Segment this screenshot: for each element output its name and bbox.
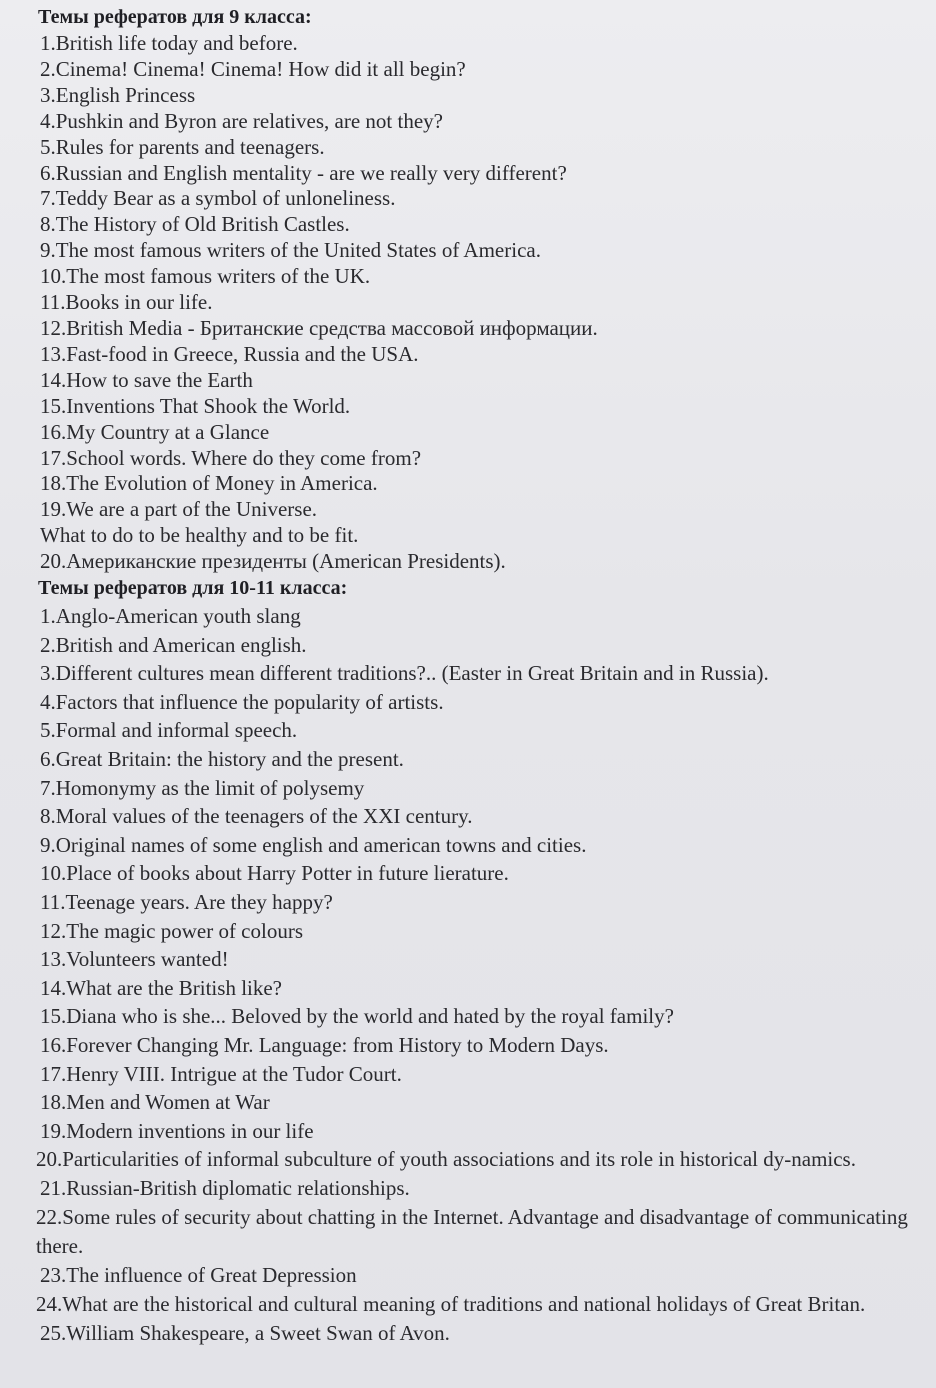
- topic-text: We are a part of the Universe.: [66, 497, 318, 522]
- topic-item: [36, 1290, 922, 1319]
- topic-item: [40, 888, 922, 917]
- topic-text: The magic power of colours: [66, 918, 304, 943]
- topic-number: 3.: [40, 82, 56, 107]
- topic-item: [40, 1002, 922, 1031]
- topic-number: 10.: [40, 861, 67, 886]
- topic-text: Russian-British diplomatic relationships.: [66, 1176, 410, 1201]
- topic-item: [40, 1060, 922, 1089]
- topic-item: [40, 549, 922, 575]
- topic-text: Moral values of the teenagers of the XXI century.: [55, 804, 473, 829]
- topic-item: [40, 471, 922, 497]
- topic-text: Forever Changing Mr. Language: from History to Modern Days.: [66, 1032, 609, 1057]
- topic-item: [40, 659, 922, 688]
- topic-text: British life today and before.: [55, 31, 298, 55]
- topic-text: Homonymy as the limit of polysemy: [55, 775, 365, 800]
- topic-number: 20.: [40, 549, 67, 574]
- topic-number: 2.: [40, 632, 56, 657]
- topic-item: [40, 945, 922, 974]
- topic-number: 19.: [40, 497, 67, 522]
- topic-item: [36, 1203, 922, 1261]
- topic-item: [40, 238, 922, 264]
- topic-text: The most famous writers of the United States of America.: [55, 238, 541, 263]
- topic-number: 9.: [40, 832, 56, 857]
- topic-number: 8.: [40, 212, 56, 237]
- topic-text: My Country at a Glance: [66, 419, 270, 444]
- topic-item: [40, 859, 922, 888]
- topic-number: 17.: [40, 1061, 67, 1086]
- topic-number: 19.: [40, 1118, 67, 1143]
- topic-item: [40, 774, 922, 803]
- topic-number: 13.: [40, 947, 67, 972]
- topic-number: 4.: [40, 689, 56, 714]
- topic-text: Cinema! Cinema! Cinema! How did it all begin?: [55, 56, 466, 81]
- topic-item: [40, 368, 922, 394]
- topic-number: 12.: [40, 315, 67, 340]
- topic-item: [40, 420, 922, 446]
- topic-item: [40, 161, 922, 187]
- topic-number: 7.: [40, 775, 56, 800]
- topic-item: [40, 290, 922, 316]
- topic-text: English Princess: [55, 82, 196, 107]
- topic-text: Formal and informal speech.: [55, 718, 298, 743]
- topic-text: Diana who is she... Beloved by the world and hated by the royal family?: [66, 1004, 674, 1029]
- topic-item: [40, 716, 922, 745]
- topic-item: [40, 745, 922, 774]
- topic-text: Volunteers wanted!: [66, 947, 229, 972]
- topic-item: [40, 631, 922, 660]
- topic-number: 14.: [40, 975, 67, 1000]
- topic-text: How to save the Earth: [66, 367, 253, 392]
- topic-number: 16.: [40, 1032, 67, 1057]
- topic-number: 25.: [40, 1320, 67, 1345]
- topic-text: British Media - Британские средства массовой информации.: [66, 315, 598, 340]
- topic-text: What are the historical and cultural meaning of traditions and national holidays of Great Britan.: [62, 1291, 866, 1316]
- topic-number: 5.: [40, 718, 56, 743]
- topic-number: 11.: [40, 889, 66, 914]
- topic-item: [36, 1145, 922, 1174]
- topic-number: 3.: [40, 661, 56, 686]
- topic-number: 6.: [40, 747, 56, 771]
- topic-text: British and American english.: [55, 632, 307, 657]
- topic-item: [40, 974, 922, 1003]
- topic-item: [40, 212, 922, 238]
- topic-item: [40, 186, 922, 212]
- topic-text: The most famous writers of the UK.: [66, 264, 371, 289]
- topic-item: [40, 688, 922, 717]
- topic-text: School words. Where do they come from?: [66, 445, 422, 470]
- topic-number: 12.: [40, 918, 67, 943]
- topic-text: The Evolution of Money in America.: [66, 471, 378, 496]
- topic-number: 9.: [40, 238, 56, 263]
- topic-text: Fast-food in Greece, Russia and the USA.: [66, 341, 419, 366]
- topic-list-grade-10-11: [36, 602, 922, 1347]
- topic-item: [40, 1174, 922, 1203]
- topic-number: 6.: [40, 160, 56, 185]
- topic-number: 18.: [40, 471, 67, 496]
- topic-number: 14.: [40, 367, 67, 392]
- topic-number: 18.: [40, 1090, 67, 1115]
- topic-number: 16.: [40, 419, 67, 444]
- topic-number: 1.: [40, 604, 56, 629]
- topic-number: 2.: [40, 56, 56, 81]
- topic-text: Great Britain: the history and the present.: [55, 747, 404, 771]
- topic-item: [40, 602, 922, 631]
- topic-item: [40, 917, 922, 946]
- topic-text: Teddy Bear as a symbol of unloneliness.: [55, 186, 396, 211]
- topic-item: [40, 831, 922, 860]
- topic-text: Books in our life.: [65, 290, 213, 315]
- topic-item: [40, 264, 922, 290]
- topic-text: Anglo-American youth slang: [55, 604, 301, 629]
- topic-item: [40, 1031, 922, 1060]
- topic-item: [40, 497, 922, 523]
- topic-number: 11.: [40, 290, 66, 315]
- topic-text: Russian and English mentality - are we really very different?: [55, 160, 567, 185]
- topic-text: William Shakespeare, a Sweet Swan of Avon.: [66, 1320, 450, 1345]
- grade-9-section: [36, 4, 922, 575]
- topic-text: What are the British like?: [66, 975, 283, 1000]
- topic-number: 5.: [40, 134, 56, 159]
- topic-text: Some rules of security about chatting in the Internet. Advantage and disadvantage of communicating there.: [36, 1204, 908, 1258]
- topic-number: 8.: [40, 804, 56, 829]
- topic-item: [40, 1319, 922, 1348]
- topic-text: Original names of some english and american towns and cities.: [55, 832, 587, 857]
- topic-item: [40, 316, 922, 342]
- topic-item: [40, 523, 922, 549]
- topic-text: The History of Old British Castles.: [55, 212, 350, 237]
- topic-item: [40, 394, 922, 420]
- topic-number: 13.: [40, 341, 67, 366]
- topic-text: Teenage years. Are they happy?: [65, 889, 333, 914]
- topic-item: [40, 1088, 922, 1117]
- topic-item: [40, 135, 922, 161]
- topic-number: 21.: [40, 1176, 67, 1201]
- section-title-grade-9: Темы рефератов для 9 класса:: [38, 6, 312, 28]
- topic-text: Factors that influence the popularity of artists.: [55, 689, 444, 714]
- topic-text: Pushkin and Byron are relatives, are not they?: [55, 108, 443, 133]
- topic-item: [40, 31, 922, 57]
- section-title-grade-10-11: Темы рефератов для 10-11 класса:: [38, 577, 348, 600]
- topic-text: Американские президенты (American Presidents).: [66, 549, 506, 574]
- topic-text: Henry VIII. Intrigue at the Tudor Court.: [66, 1061, 402, 1086]
- topic-item: [40, 802, 922, 831]
- topic-number: 1.: [40, 31, 56, 55]
- topic-number: 7.: [40, 186, 56, 211]
- topic-number: 20.: [36, 1147, 63, 1172]
- topic-text: Different cultures mean different traditions?.. (Easter in Great Britain and in Russia).: [55, 661, 769, 686]
- topic-number: 10.: [40, 264, 67, 289]
- topic-number: 15.: [40, 1004, 67, 1029]
- topic-item: [40, 109, 922, 135]
- topic-number: 17.: [40, 445, 67, 470]
- topic-text: Place of books about Harry Potter in future lierature.: [66, 861, 509, 886]
- topic-number: 23.: [40, 1262, 67, 1287]
- topic-number: 24.: [36, 1291, 63, 1316]
- topic-number: 4.: [40, 108, 56, 133]
- topic-text: Modern inventions in our life: [66, 1118, 314, 1143]
- topic-number: 15.: [40, 393, 67, 418]
- topic-text: Men and Women at War: [66, 1090, 270, 1115]
- topic-list-grade-9: [36, 31, 922, 575]
- topic-item: [40, 1261, 922, 1290]
- topic-text: Particularities of informal subculture of youth associations and its role in historical dy-namics.: [62, 1147, 856, 1172]
- topic-item: [40, 446, 922, 472]
- topic-item: [40, 1117, 922, 1146]
- topic-number: 22.: [36, 1204, 63, 1229]
- topic-item: [40, 83, 922, 109]
- grade-10-11-section: [36, 575, 922, 1347]
- topic-item: [40, 342, 922, 368]
- topic-text: The influence of Great Depression: [66, 1262, 357, 1287]
- topic-text: Rules for parents and teenagers.: [55, 134, 325, 159]
- topic-item: [40, 57, 922, 83]
- topic-text: Inventions That Shook the World.: [66, 393, 351, 418]
- topic-text: What to do to be healthy and to be fit.: [40, 523, 359, 548]
